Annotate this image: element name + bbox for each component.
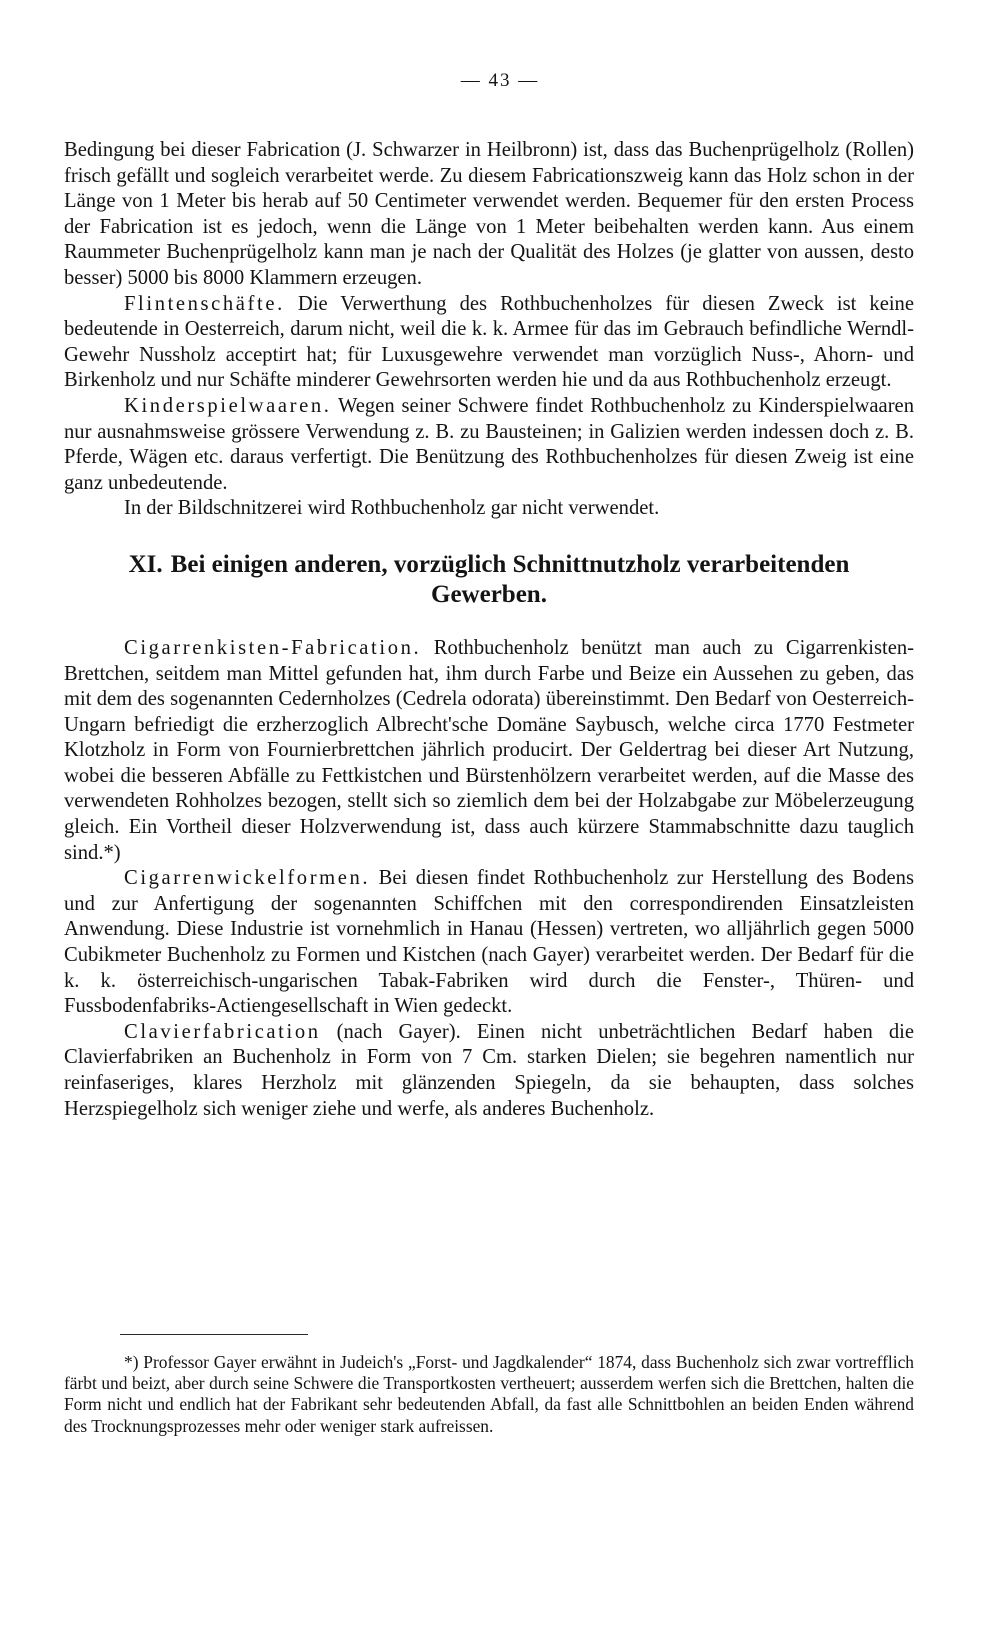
paragraph-cigarrenwickelformen	[64, 866, 914, 1020]
paragraph-bildschnitzerei	[64, 496, 914, 522]
footnote	[64, 1352, 914, 1437]
paragraph-lead: Clavierfabrication	[124, 1020, 321, 1043]
page-number: — 43 —	[460, 70, 540, 91]
paragraph-bedingung	[64, 138, 914, 292]
paragraph-text: In der Bildschnitzerei wird Rothbuchenholz gar nicht verwendet.	[124, 497, 660, 520]
paragraph-text: Wegen seiner Schwere findet Rothbuchenholz zu Kinderspielwaaren nur ausnahmsweise grössere Verwendung z. B. zu Bausteinen; in Galizien werden indessen doch z. B. Pferde, Wägen etc. daraus verfertigt. Die Benützung des Rothbuchenholzes für diesen Zweig ist eine ganz unbedeutende.	[64, 394, 914, 494]
paragraph-text: Bei diesen findet Rothbuchenholz zur Herstellung des Bodens und zur Anfertigung der sogenannten Schiffchen mit den correspondirenden Einsatzleisten Anwendung. Diese Industrie ist vornehmlich in Hanau (Hessen) vertreten, wo alljährlich gegen 5000 Cubikmeter Buchenholz zu Formen und Kistchen (nach Gayer) verarbeitet werden. Der Bedarf für die k. k. österreichisch-ungarischen Tabak-Fabriken wird durch die Fenster-, Thüren- und Fussbodenfabriks-Actiengesellschaft in Wien gedeckt.	[64, 867, 914, 1018]
paragraph-lead: Cigarrenkisten-Fabrication.	[124, 636, 422, 659]
paragraph-cigarrenkisten	[64, 636, 914, 866]
footnote-text: *) Professor Gayer erwähnt in Judeich's „Forst- und Jagdkalender“ 1874, dass Buchenholz sich zwar vortrefflich färbt und beizt, aber durch seine Schwere die Transportkosten vertheuert; ausserdem werfen sich die Brettchen, halten die Form nicht und endlich hat der Fabrikant sehr bedeutenden Abfall, da fast alle Schnittbohlen an beiden Enden während des Trocknungsprozesses mehr oder weniger stark aufreissen.	[64, 1352, 914, 1436]
paragraph-text: Bedingung bei dieser Fabrication (J. Schwarzer in Heilbronn) ist, dass das Buchenprügelholz (Rollen) frisch gefällt und sogleich verarbeitet werde. Zu diesem Fabricationszweig kann das Holz schon in der Länge von 1 Meter bis herab auf 50 Centimeter verwendet werden. Bequemer für den ersten Process der Fabrication ist es jedoch, wenn die Länge von 1 Meter beibehalten werden kann. Aus einem Raummeter Buchenprügelholz kann man je nach der Qualität des Holzes (je glatter von aussen, desto besser) 5000 bis 8000 Klammern erzeugen.	[64, 139, 914, 289]
paragraph-flintenschaefte	[64, 292, 914, 394]
footnote-divider	[120, 1334, 308, 1335]
paragraph-text: (nach Gayer). Einen nicht unbeträchtlichen Bedarf haben die Clavierfabriken an Buchenholz in Form von 7 Cm. starken Dielen; sie begehren namentlich nur reinfaseriges, klares Herzholz mit glänzenden Spiegeln, da sie behaupten, dass solches Herzspiegelholz sich weniger ziehe und werfe, als anderes Buchenholz.	[64, 1020, 914, 1120]
section-heading	[64, 550, 914, 610]
paragraph-text: Die Verwerthung des Rothbuchenholzes für diesen Zweck ist keine bedeutende in Oesterreich, darum nicht, weil die k. k. Armee für das im Gebrauch befindliche Werndl-Gewehr Nussholz acceptirt hat; für Luxusgewehre verwendet man vorzüglich Nuss-, Ahorn- und Birkenholz und nur Schäfte minderer Gewehrsorten werden hie und da aus Rothbuchenholz erzeugt.	[64, 292, 914, 392]
paragraph-lead: Kinderspielwaaren.	[124, 394, 332, 417]
paragraph-kinderspielwaaren	[64, 394, 914, 496]
paragraph-lead: Flintenschäfte.	[124, 292, 285, 315]
body-text	[64, 138, 914, 1122]
paragraph-clavierfabrication	[64, 1020, 914, 1122]
paragraph-lead: Cigarrenwickelformen.	[124, 867, 371, 890]
paragraph-text: Rothbuchenholz benützt man auch zu Cigarrenkisten-Brettchen, seitdem man Mittel gefunden hat, ihm durch Farbe und Beize ein Aussehen zu geben, das mit dem des sogenannten Cedernholzes (Cedrela odorata) übereinstimmt. Den Bedarf von Oesterreich-Ungarn befriedigt die erzherzoglich Albrecht'sche Domäne Saybusch, welche circa 1770 Festmeter Klotzholz in Form von Fournierbrettchen jährlich producirt. Der Geldertrag bei dieser Art Nutzung, wobei die besseren Abfälle zu Fettkistchen und Bürstenhölzern verarbeitet werden, auf die Masse des verwendeten Rohholzes bezogen, stellt sich so ziemlich dem bei der Holzabgabe zur Möbelerzeugung gleich. Ein Vortheil dieser Holzverwendung ist, dass auch kürzere Stammabschnitte dazu tauglich sind.*)	[64, 636, 914, 864]
section-number: XI.	[128, 550, 163, 578]
section-title: Bei einigen anderen, vorzüglich Schnittnutzholz verarbeitenden Gewerben.	[170, 550, 850, 608]
